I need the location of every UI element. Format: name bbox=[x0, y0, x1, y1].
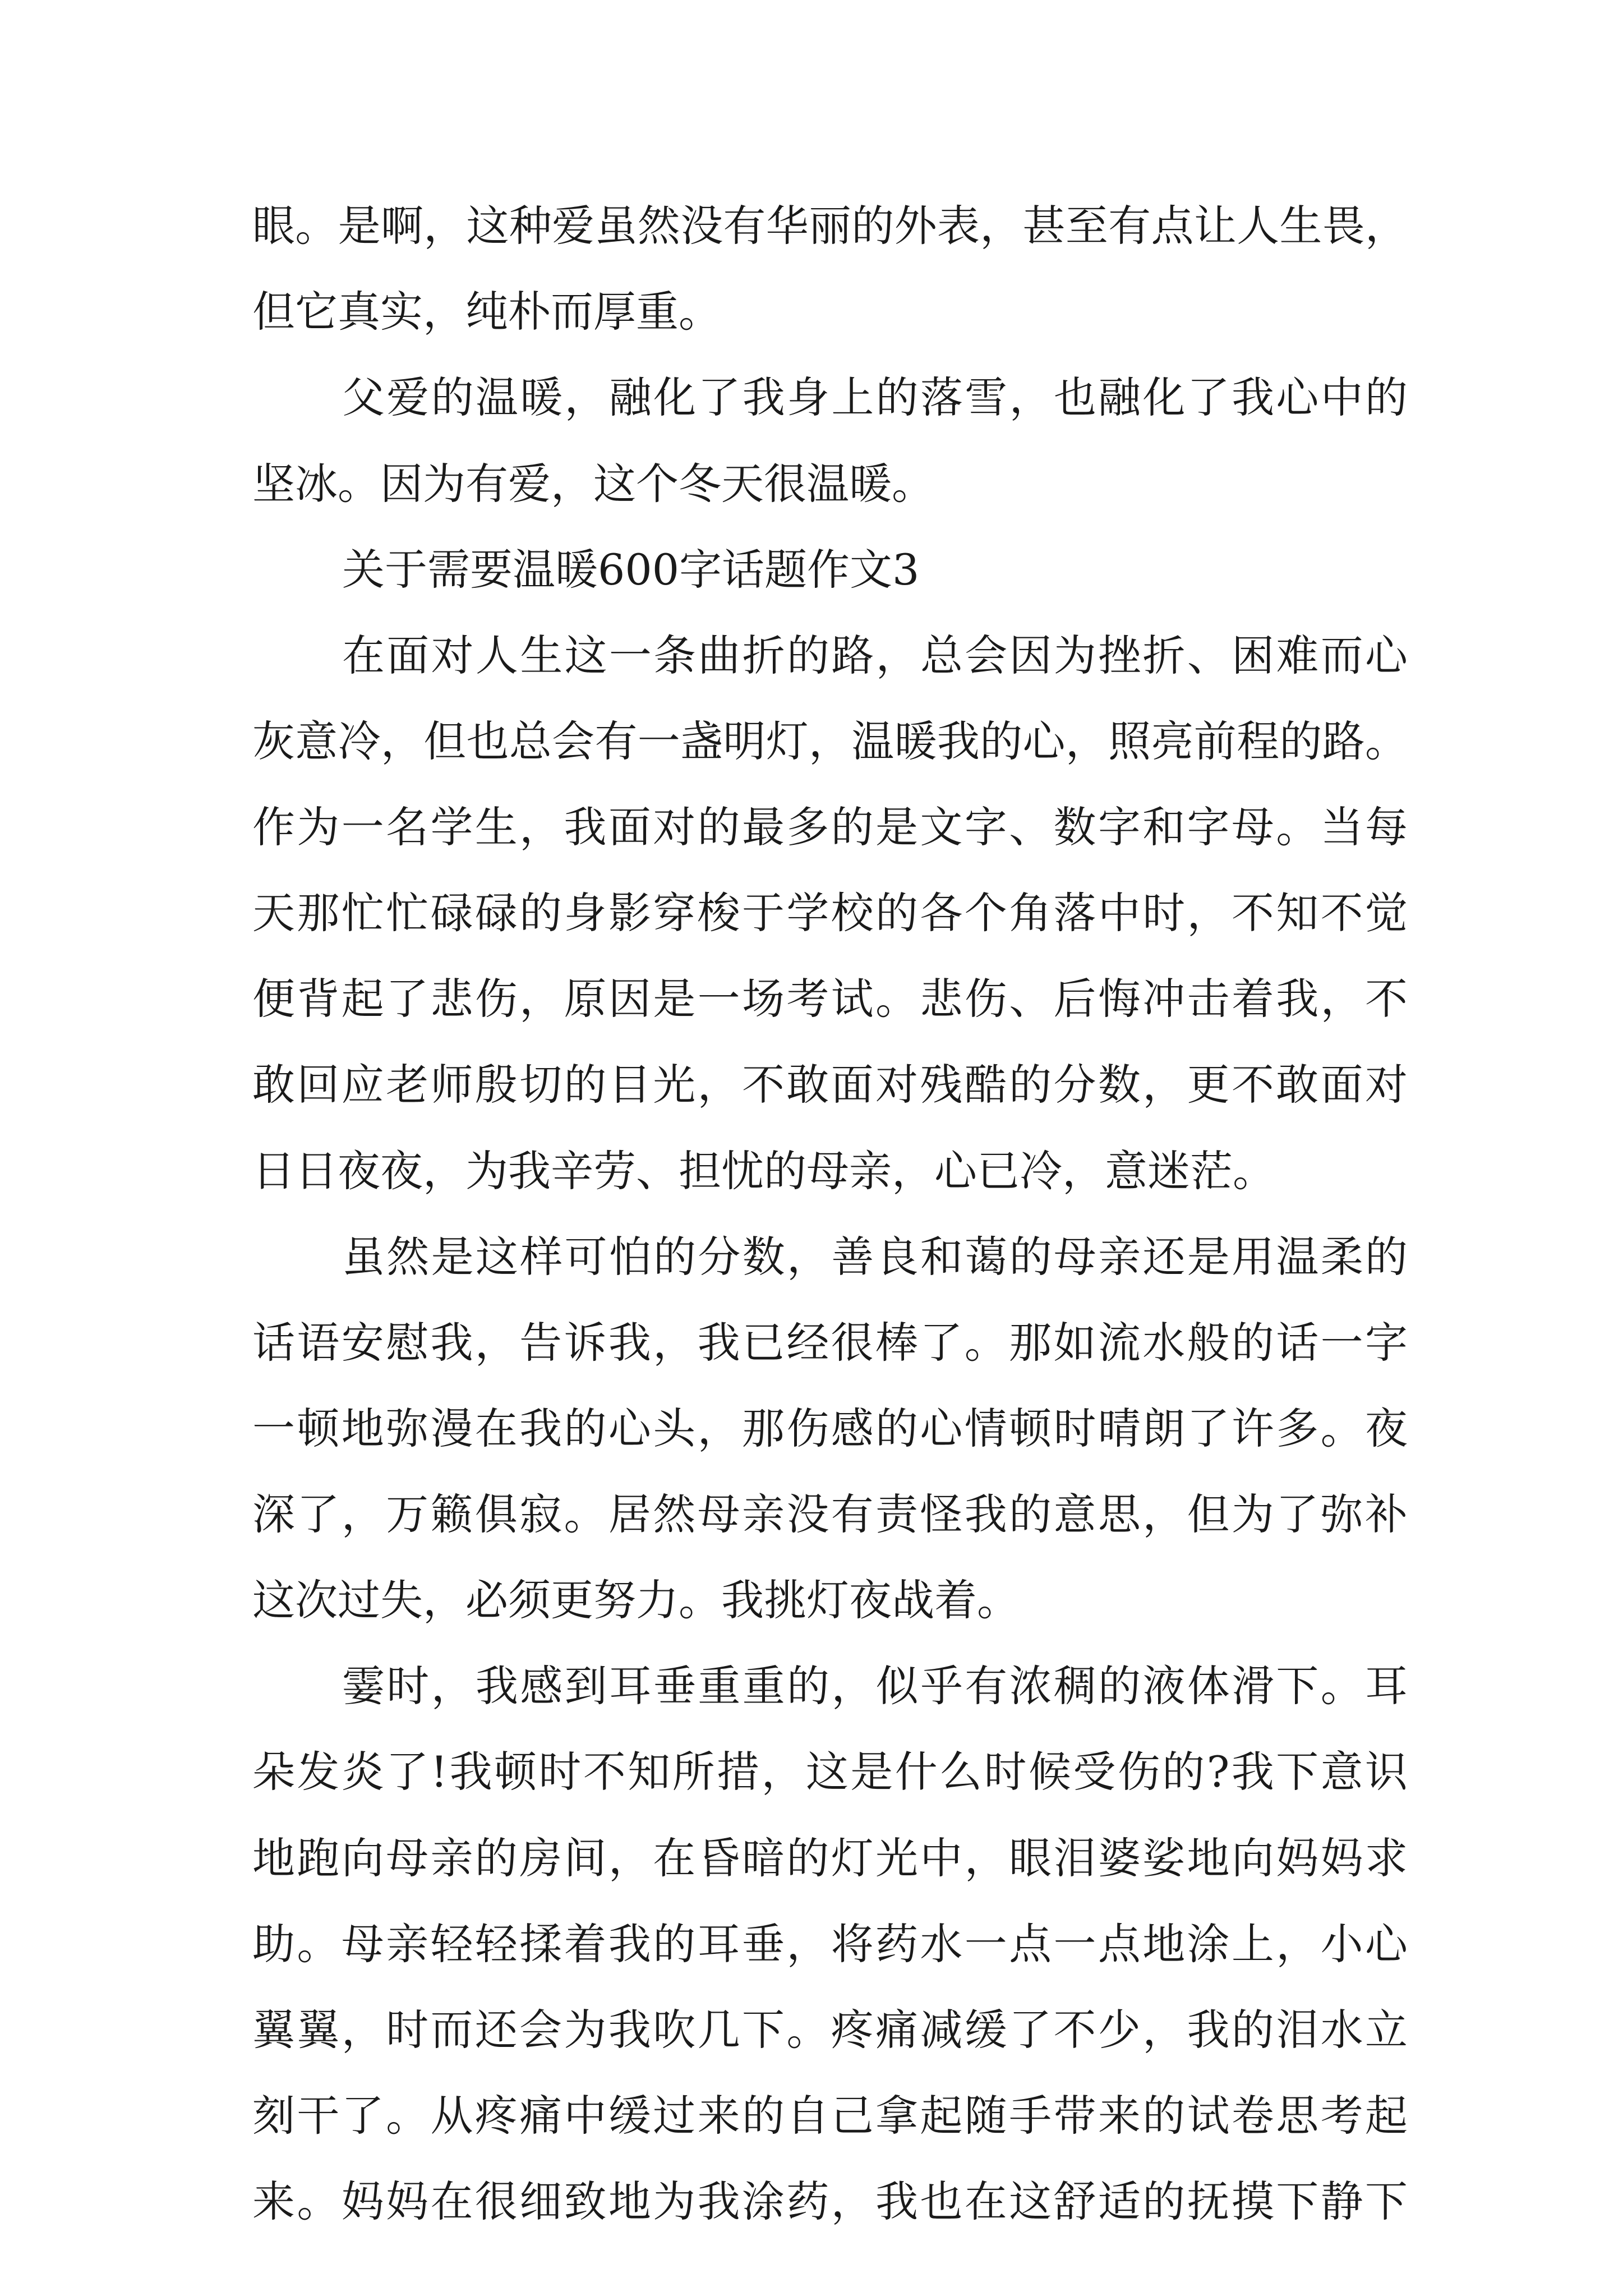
text-line: 深了，万籁俱寂。居然母亲没有责怪我的意思，但为了弥补 bbox=[252, 1489, 1408, 1539]
text-line: 敢回应老师殷切的目光，不敢面对残酷的分数，更不敢面对 bbox=[252, 1060, 1408, 1110]
text-line: 虽然是这样可怕的分数，善良和蔼的母亲还是用温柔的 bbox=[342, 1232, 1408, 1282]
text-line: 朵发炎了!我顿时不知所措，这是什么时候受伤的?我下意识 bbox=[252, 1747, 1408, 1797]
text-line: 日日夜夜，为我辛劳、担忧的母亲，心已冷，意迷茫。 bbox=[252, 1146, 1275, 1196]
text-line: 灰意冷，但也总会有一盏明灯，温暖我的心，照亮前程的路。 bbox=[252, 716, 1408, 766]
text-line: 刻干了。从疼痛中缓过来的自己拿起随手带来的试卷思考起 bbox=[252, 2091, 1408, 2141]
text-line: 父爱的温暖，融化了我身上的落雪，也融化了我心中的 bbox=[342, 372, 1408, 422]
text-line: 助。母亲轻轻揉着我的耳垂，将药水一点一点地涂上，小心 bbox=[252, 1919, 1408, 1969]
text-line: 但它真实，纯朴而厚重。 bbox=[252, 287, 721, 337]
text-line: 这次过失，必须更努力。我挑灯夜战着。 bbox=[252, 1575, 1020, 1625]
text-line: 一顿地弥漫在我的心头，那伤感的心情顿时晴朗了许多。夜 bbox=[252, 1404, 1408, 1453]
text-line: 霎时，我感到耳垂重重的，似乎有浓稠的液体滑下。耳 bbox=[342, 1661, 1408, 1711]
text-line: 翼翼，时而还会为我吹几下。疼痛减缓了不少，我的泪水立 bbox=[252, 2005, 1408, 2055]
text-line: 话语安慰我，告诉我，我已经很棒了。那如流水般的话一字 bbox=[252, 1318, 1408, 1368]
text-line: 天那忙忙碌碌的身影穿梭于学校的各个角落中时，不知不觉 bbox=[252, 888, 1408, 938]
text-line: 地跑向母亲的房间，在昏暗的灯光中，眼泪婆娑地向妈妈求 bbox=[252, 1833, 1408, 1883]
text-line: 坚冰。因为有爱，这个冬天很温暖。 bbox=[252, 459, 934, 509]
text-line: 作为一名学生，我面对的最多的是文字、数字和字母。当每 bbox=[252, 802, 1408, 852]
text-line: 在面对人生这一条曲折的路，总会因为挫折、困难而心 bbox=[342, 631, 1408, 680]
section-heading: 关于需要温暖600字话题作文3 bbox=[342, 545, 920, 595]
text-line: 来。妈妈在很细致地为我涂药，我也在这舒适的抚摸下静下 bbox=[252, 2177, 1408, 2226]
text-line: 便背起了悲伤，原因是一场考试。悲伤、后悔冲击着我，不 bbox=[252, 974, 1408, 1024]
text-line: 眼。是啊，这种爱虽然没有华丽的外表，甚至有点让人生畏， bbox=[252, 201, 1408, 251]
